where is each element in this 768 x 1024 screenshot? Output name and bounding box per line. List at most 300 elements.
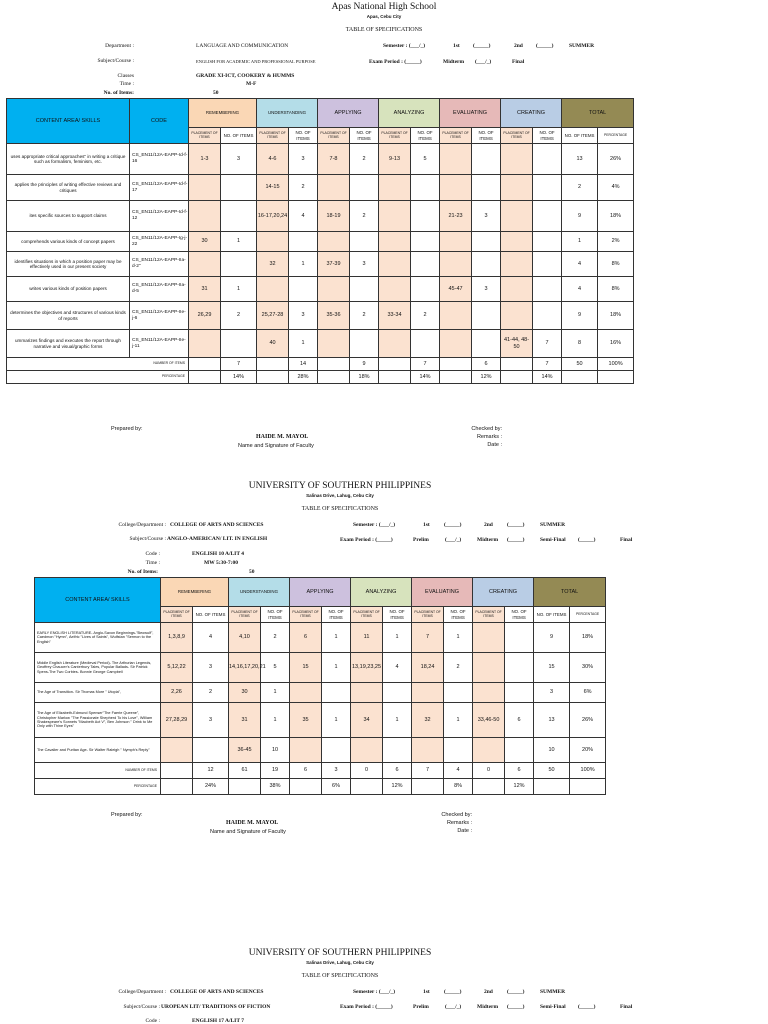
placement-cell bbox=[379, 330, 411, 358]
summary-cell bbox=[257, 358, 289, 371]
summary-cell: 61 bbox=[229, 763, 261, 779]
summary-cell bbox=[598, 371, 634, 384]
total-items-cell: 4 bbox=[562, 277, 598, 302]
item-count-cell: 1 bbox=[322, 623, 351, 653]
placement-cell bbox=[440, 175, 472, 201]
university-address: Salinas Drive, Lahug, Cebu City bbox=[306, 493, 374, 498]
content-area-cell: identifies situations in which a position paper may be effectively used in our present society bbox=[7, 252, 130, 277]
item-count-cell: 6 bbox=[505, 703, 534, 738]
subheader-placement: PLACEMENT OF ITEMS bbox=[161, 607, 193, 623]
item-count-cell: 2 bbox=[261, 623, 290, 653]
department-value: LANGUAGE AND COMMUNICATION bbox=[196, 43, 289, 49]
percentage-cell: 20% bbox=[570, 738, 606, 763]
summary-cell: 12% bbox=[472, 371, 501, 384]
items-value: 50 bbox=[249, 569, 255, 575]
summary-cell: 6 bbox=[290, 763, 322, 779]
exam-midterm: Midterm bbox=[443, 59, 465, 65]
placement-cell bbox=[189, 330, 221, 358]
item-count-cell bbox=[411, 330, 440, 358]
total-items-cell: 3 bbox=[534, 683, 570, 703]
summary-cell: 6% bbox=[322, 779, 351, 795]
subheader-placement: PLACEMENT OF ITEMS bbox=[379, 128, 411, 144]
subheader-placement: PLACEMENT OF ITEMS bbox=[440, 128, 472, 144]
summary-cell: 6 bbox=[383, 763, 412, 779]
item-count-cell: 2 bbox=[289, 175, 318, 201]
exam-midterm-blank: (___/_) bbox=[475, 59, 492, 65]
placement-cell bbox=[351, 738, 383, 763]
percentage-cell: 4% bbox=[598, 175, 634, 201]
item-count-cell: 4 bbox=[383, 653, 412, 683]
item-count-cell bbox=[411, 201, 440, 232]
code-cell: CS_EN11/12A-EAPP-IIe-j-6 bbox=[130, 302, 189, 330]
item-count-cell bbox=[505, 623, 534, 653]
placement-cell: 30 bbox=[189, 232, 221, 252]
percentage-cell: 16% bbox=[598, 330, 634, 358]
item-count-cell: 2 bbox=[444, 653, 473, 683]
subheader-no-items: NO. OF ITEMS bbox=[221, 128, 257, 144]
header-applying: APPLYING bbox=[318, 99, 379, 128]
summary-cell: 4 bbox=[444, 763, 473, 779]
summary-cell bbox=[534, 779, 570, 795]
item-count-cell bbox=[444, 683, 473, 703]
summary-cell bbox=[189, 371, 221, 384]
item-count-cell: 1 bbox=[289, 330, 318, 358]
prepared-by-label: Prepared by: bbox=[111, 812, 143, 818]
subheader-placement: PLACEMENT OF ITEMS bbox=[318, 128, 350, 144]
placement-cell: 4,10 bbox=[229, 623, 261, 653]
placement-cell bbox=[379, 175, 411, 201]
placement-cell: 9-13 bbox=[379, 144, 411, 175]
placement-cell bbox=[318, 175, 350, 201]
subheader-placement: PLACEMENT OF ITEMS bbox=[412, 607, 444, 623]
item-count-cell bbox=[411, 277, 440, 302]
semester-2nd: 2nd bbox=[514, 43, 523, 49]
subject-value: ENGLISH FOR ACADEMIC AND PROFESSIONAL PURPOSE bbox=[196, 59, 316, 64]
table-row bbox=[7, 330, 634, 358]
item-count-cell bbox=[472, 232, 501, 252]
subject-label: Subject/Course : bbox=[129, 536, 166, 542]
placement-cell bbox=[501, 232, 533, 252]
summary-cell bbox=[229, 779, 261, 795]
placement-cell: 32 bbox=[257, 252, 289, 277]
placement-cell: 34 bbox=[351, 703, 383, 738]
placement-cell bbox=[379, 201, 411, 232]
semester-summer: SUMMER bbox=[540, 989, 566, 995]
summary-cell: 100% bbox=[598, 358, 634, 371]
item-count-cell bbox=[444, 738, 473, 763]
table-row bbox=[35, 703, 606, 738]
header-creating: CREATING bbox=[501, 99, 562, 128]
placement-cell: 21-23 bbox=[440, 201, 472, 232]
total-items-cell: 10 bbox=[534, 738, 570, 763]
item-count-cell: 2 bbox=[221, 302, 257, 330]
summary-cell bbox=[501, 371, 533, 384]
placement-cell bbox=[501, 144, 533, 175]
total-items-cell: 4 bbox=[562, 252, 598, 277]
total-items-cell: 15 bbox=[534, 653, 570, 683]
placement-cell bbox=[440, 302, 472, 330]
placement-cell bbox=[318, 232, 350, 252]
summary-cell: 100% bbox=[570, 763, 606, 779]
placement-cell: 25,27-28 bbox=[257, 302, 289, 330]
header-content-area: CONTENT AREA/ SKILLS bbox=[7, 99, 130, 144]
placement-cell: 1,3,8,9 bbox=[161, 623, 193, 653]
classes-label: Classes bbox=[117, 73, 134, 79]
time-value: MW 5:30-7:00 bbox=[204, 560, 238, 566]
summary-cell bbox=[440, 371, 472, 384]
item-count-cell: 5 bbox=[261, 653, 290, 683]
placement-cell bbox=[501, 277, 533, 302]
placement-cell bbox=[318, 330, 350, 358]
content-area-cell: writes various kinds of position papers bbox=[7, 277, 130, 302]
prepared-by-label: Prepared by: bbox=[111, 426, 143, 432]
placement-cell: 36-45 bbox=[229, 738, 261, 763]
exam-midterm-blank: (_____) bbox=[507, 537, 525, 543]
code-cell: CS_EN11/12A-EAPP-Ig-j-22 bbox=[130, 232, 189, 252]
summary-cell: 50 bbox=[534, 763, 570, 779]
semester-label: Semester : (___/_) bbox=[383, 43, 426, 49]
semester-summer: SUMMER bbox=[569, 43, 595, 49]
item-count-cell: 1 bbox=[289, 252, 318, 277]
placement-cell bbox=[412, 738, 444, 763]
placement-cell: 6 bbox=[290, 623, 322, 653]
semester-label: Semester : (___/_) bbox=[353, 989, 396, 995]
exam-label: Exam Period : (_____) bbox=[340, 537, 393, 543]
summary-cell: 14% bbox=[533, 371, 562, 384]
item-count-cell bbox=[221, 201, 257, 232]
item-count-cell bbox=[472, 175, 501, 201]
item-count-cell bbox=[533, 144, 562, 175]
placement-cell bbox=[257, 277, 289, 302]
summary-cell bbox=[161, 779, 193, 795]
subheader-no-items: NO. OF ITEMS bbox=[193, 607, 229, 623]
percentage-cell: 18% bbox=[598, 302, 634, 330]
table-header-row bbox=[7, 99, 634, 128]
placement-cell bbox=[473, 738, 505, 763]
content-area-cell: determines the objectives and structures of various kinds of reports bbox=[7, 302, 130, 330]
header-evaluating: EVALUATING bbox=[412, 578, 473, 607]
header-total: TOTAL bbox=[562, 99, 634, 128]
placement-cell: 11 bbox=[351, 623, 383, 653]
table-row bbox=[7, 277, 634, 302]
placement-cell: 35-36 bbox=[318, 302, 350, 330]
subject-value: ANGLO-AMERICAN/ LIT. IN ENGLISH bbox=[167, 536, 268, 542]
header-content-area: CONTENT AREA/ SKILLS bbox=[35, 578, 161, 623]
exam-prelim-blank: (___/_) bbox=[445, 537, 462, 543]
total-items-cell: 9 bbox=[534, 623, 570, 653]
percentage-cell: 26% bbox=[598, 144, 634, 175]
summary-cell: 14% bbox=[411, 371, 440, 384]
placement-cell bbox=[257, 232, 289, 252]
placement-cell bbox=[161, 738, 193, 763]
item-count-cell: 4 bbox=[193, 623, 229, 653]
item-count-cell bbox=[289, 232, 318, 252]
placement-cell: 18,24 bbox=[412, 653, 444, 683]
code-label: Code : bbox=[145, 551, 160, 557]
semester-1st-blank: (_____) bbox=[444, 989, 462, 995]
subheader-no-items: NO. OF ITEMS bbox=[472, 128, 501, 144]
semester-label: Semester : (___/_) bbox=[353, 522, 396, 528]
placement-cell: 26,29 bbox=[189, 302, 221, 330]
item-count-cell: 3 bbox=[193, 703, 229, 738]
item-count-cell: 3 bbox=[472, 201, 501, 232]
summary-cell: 12% bbox=[505, 779, 534, 795]
item-count-cell: 1 bbox=[444, 623, 473, 653]
content-area-cell: uses appropriate critical approaches" in writing a critique such as formalism, feminism, etc. bbox=[7, 144, 130, 175]
percentage-row bbox=[7, 371, 634, 384]
item-count-cell bbox=[411, 252, 440, 277]
summary-cell bbox=[189, 358, 221, 371]
time-label: Time : bbox=[119, 81, 134, 87]
faculty-name: HAIDE M. MAYOL bbox=[226, 820, 279, 826]
item-count-cell: 2 bbox=[350, 201, 379, 232]
item-count-cell bbox=[472, 144, 501, 175]
item-count-cell: 4 bbox=[289, 201, 318, 232]
document-title: TABLE OF SPECIFICATIONS bbox=[345, 27, 423, 33]
remarks-label: Remarks : bbox=[446, 820, 472, 826]
item-count-cell bbox=[505, 653, 534, 683]
item-count-cell: 2 bbox=[193, 683, 229, 703]
placement-cell bbox=[440, 232, 472, 252]
summary-cell: 6 bbox=[472, 358, 501, 371]
item-count-cell bbox=[350, 277, 379, 302]
placement-cell: 30 bbox=[229, 683, 261, 703]
subheader-percentage: PERCENTAGE bbox=[570, 607, 606, 623]
exam-final: Final bbox=[512, 59, 525, 65]
total-items-cell: 9 bbox=[562, 201, 598, 232]
items-label: No. of Items: bbox=[127, 569, 158, 575]
placement-cell: 31 bbox=[229, 703, 261, 738]
item-count-cell: 2 bbox=[411, 302, 440, 330]
exam-midterm: Midterm bbox=[477, 537, 499, 543]
subheader-no-items: NO. OF ITEMS bbox=[411, 128, 440, 144]
summary-cell: 28% bbox=[289, 371, 318, 384]
summary-label: PERCENTAGE bbox=[7, 371, 189, 384]
number-of-items-row bbox=[7, 358, 634, 371]
table-row bbox=[35, 623, 606, 653]
item-count-cell bbox=[322, 738, 351, 763]
exam-midterm: Midterm bbox=[477, 1004, 499, 1010]
department-value: COLLEGE OF ARTS AND SCIENCES bbox=[170, 989, 264, 995]
code-cell: CS_EN11/12A-EAPP-IIa-d-5 bbox=[130, 277, 189, 302]
number-of-items-row bbox=[35, 763, 606, 779]
exam-semifinal-blank: (_____) bbox=[578, 537, 596, 543]
summary-cell bbox=[318, 371, 350, 384]
header-total: TOTAL bbox=[534, 578, 606, 607]
percentage-cell: 8% bbox=[598, 252, 634, 277]
faculty-signature-label: Name and Signature of Faculty bbox=[238, 443, 314, 449]
item-count-cell bbox=[350, 175, 379, 201]
item-count-cell: 1 bbox=[444, 703, 473, 738]
placement-cell bbox=[440, 144, 472, 175]
item-count-cell bbox=[383, 738, 412, 763]
document-title: TABLE OF SPECIFICATIONS bbox=[301, 506, 379, 512]
item-count-cell: 3 bbox=[289, 144, 318, 175]
table-row bbox=[7, 201, 634, 232]
summary-cell: 6 bbox=[505, 763, 534, 779]
item-count-cell: 2 bbox=[350, 302, 379, 330]
content-area-cell: Middle English Literature (Medieval Period)- The Arthurian Legends, Geoffrey Chaucer's Canterbury Tales, Popular Ballads- Sir Patrick Spens-The Two Corbies- Bonnie George Campbell bbox=[35, 653, 161, 683]
semester-1st-blank: (_____) bbox=[473, 43, 491, 49]
item-count-cell: 3 bbox=[193, 653, 229, 683]
item-count-cell: 2 bbox=[350, 144, 379, 175]
semester-summer: SUMMER bbox=[540, 522, 566, 528]
placement-cell bbox=[440, 252, 472, 277]
summary-cell bbox=[351, 779, 383, 795]
item-count-cell bbox=[472, 330, 501, 358]
item-count-cell: 1 bbox=[261, 683, 290, 703]
percentage-cell: 18% bbox=[570, 623, 606, 653]
item-count-cell: 10 bbox=[261, 738, 290, 763]
semester-1st-blank: (_____) bbox=[444, 522, 462, 528]
date-label: Date : bbox=[457, 828, 472, 834]
placement-cell bbox=[290, 683, 322, 703]
total-items-cell: 13 bbox=[534, 703, 570, 738]
placement-cell bbox=[473, 653, 505, 683]
table-row bbox=[35, 683, 606, 703]
subheader-placement: PLACEMENT OF ITEMS bbox=[189, 128, 221, 144]
subheader-no-items: NO. OF ITEMS bbox=[322, 607, 351, 623]
summary-cell bbox=[570, 779, 606, 795]
header-code: CODE bbox=[130, 99, 189, 144]
subheader-placement: PLACEMENT OF ITEMS bbox=[473, 607, 505, 623]
time-label: Time : bbox=[145, 560, 160, 566]
placement-cell bbox=[501, 201, 533, 232]
placement-cell bbox=[412, 683, 444, 703]
code-cell: CS_EN11/12A-EAPP-IIe-j-11 bbox=[130, 330, 189, 358]
placement-cell: 32 bbox=[412, 703, 444, 738]
summary-cell: 50 bbox=[562, 358, 598, 371]
summary-cell: 7 bbox=[411, 358, 440, 371]
subheader-placement: PLACEMENT OF ITEMS bbox=[290, 607, 322, 623]
item-count-cell bbox=[193, 738, 229, 763]
items-label: No. of Items: bbox=[103, 90, 134, 96]
summary-label: PERCENTAGE bbox=[35, 779, 161, 795]
exam-semifinal-blank: (_____) bbox=[578, 1004, 596, 1010]
summary-label: NUMBER OF ITEMS bbox=[7, 358, 189, 371]
item-count-cell: 1 bbox=[383, 703, 412, 738]
percentage-cell: 2% bbox=[598, 232, 634, 252]
summary-cell: 14 bbox=[289, 358, 318, 371]
code-cell: CS_EN11/12A-EAPP-Id-f-17 bbox=[130, 175, 189, 201]
date-label: Date : bbox=[487, 442, 502, 448]
placement-cell bbox=[473, 683, 505, 703]
placement-cell: 2,26 bbox=[161, 683, 193, 703]
placement-cell: 45-47 bbox=[440, 277, 472, 302]
header-analyzing: ANALYZING bbox=[379, 99, 440, 128]
summary-cell: 12 bbox=[193, 763, 229, 779]
summary-cell: 18% bbox=[350, 371, 379, 384]
placement-cell bbox=[318, 277, 350, 302]
summary-cell: 0 bbox=[473, 763, 505, 779]
placement-cell bbox=[189, 175, 221, 201]
summary-cell: 38% bbox=[261, 779, 290, 795]
exam-final: Final bbox=[620, 537, 633, 543]
subheader-no-items: NO. OF ITEMS bbox=[350, 128, 379, 144]
item-count-cell bbox=[322, 683, 351, 703]
item-count-cell: 1 bbox=[261, 703, 290, 738]
time-value: M-F bbox=[246, 81, 257, 87]
table-row bbox=[35, 653, 606, 683]
item-count-cell bbox=[533, 252, 562, 277]
table-row bbox=[7, 302, 634, 330]
content-area-cell: ites specific sources to support claims bbox=[7, 201, 130, 232]
summary-cell: 12% bbox=[383, 779, 412, 795]
exam-label: Exam Period : (_____) bbox=[340, 1004, 393, 1010]
item-count-cell bbox=[505, 738, 534, 763]
summary-cell: 19 bbox=[261, 763, 290, 779]
placement-cell bbox=[501, 252, 533, 277]
subheader-no-items: NO. OF ITEMS bbox=[505, 607, 534, 623]
code-cell: CS_EN11/12A-EAPP-IIa-d-2" bbox=[130, 252, 189, 277]
placement-cell bbox=[379, 232, 411, 252]
subheader-placement: PLACEMENT OF ITEMS bbox=[501, 128, 533, 144]
item-count-cell bbox=[533, 201, 562, 232]
summary-cell bbox=[440, 358, 472, 371]
table-row bbox=[7, 232, 634, 252]
item-count-cell: 7 bbox=[533, 330, 562, 358]
summary-cell bbox=[501, 358, 533, 371]
total-items-cell: 1 bbox=[562, 232, 598, 252]
placement-cell: 14-15 bbox=[257, 175, 289, 201]
specifications-table bbox=[6, 98, 634, 384]
subheader-percentage: PERCENTAGE bbox=[598, 128, 634, 144]
remarks-label: Remarks : bbox=[476, 434, 502, 440]
exam-midterm-blank: (_____) bbox=[507, 1004, 525, 1010]
summary-cell: 14% bbox=[221, 371, 257, 384]
subject-label: Subject/Course : bbox=[123, 1004, 160, 1010]
item-count-cell: 1 bbox=[322, 703, 351, 738]
placement-cell bbox=[351, 683, 383, 703]
placement-cell: 41-44, 48-50 bbox=[501, 330, 533, 358]
table-row bbox=[7, 144, 634, 175]
placement-cell bbox=[290, 738, 322, 763]
summary-cell bbox=[257, 371, 289, 384]
summary-cell bbox=[379, 358, 411, 371]
semester-2nd-blank: (_____) bbox=[507, 522, 525, 528]
subheader-no-items: NO. OF ITEMS bbox=[289, 128, 318, 144]
percentage-row bbox=[35, 779, 606, 795]
item-count-cell bbox=[533, 302, 562, 330]
item-count-cell: 1 bbox=[322, 653, 351, 683]
checked-by-label: Checked by: bbox=[471, 426, 502, 432]
summary-cell bbox=[290, 779, 322, 795]
placement-cell: 1-3 bbox=[189, 144, 221, 175]
summary-cell bbox=[562, 371, 598, 384]
faculty-signature-label: Name and Signature of Faculty bbox=[210, 829, 286, 835]
placement-cell: 37-39 bbox=[318, 252, 350, 277]
content-area-cell: EARLY ENGLISH LITERATURE- Anglo-Saxon Beginnings-"Beowulf", Caedmon "Hymn", Aelfric "Lives of Saints", Wulfstan "Sermon to the English" bbox=[35, 623, 161, 653]
placement-cell: 31 bbox=[189, 277, 221, 302]
content-area-cell: applies the principles of writing effective reviews and critiques bbox=[7, 175, 130, 201]
placement-cell bbox=[501, 175, 533, 201]
placement-cell bbox=[473, 623, 505, 653]
exam-prelim: Prelim bbox=[413, 1004, 429, 1010]
placement-cell: 14,16,17,20,21 bbox=[229, 653, 261, 683]
exam-semifinal: Semi-Final bbox=[540, 1004, 566, 1010]
table-row bbox=[7, 252, 634, 277]
placement-cell: 33-34 bbox=[379, 302, 411, 330]
department-label: Department : bbox=[105, 43, 134, 49]
subheader-placement: PLACEMENT OF ITEMS bbox=[351, 607, 383, 623]
item-count-cell: 3 bbox=[289, 302, 318, 330]
checked-by-label: Checked by: bbox=[441, 812, 472, 818]
department-label: College/Department : bbox=[118, 989, 166, 995]
content-area-cell: The Cavalier and Puritan Age- Sir Walter Raleigh " Nymph's Reply" bbox=[35, 738, 161, 763]
total-items-cell: 9 bbox=[562, 302, 598, 330]
table-row bbox=[35, 738, 606, 763]
content-area-cell: comprehends various kinds of concept papers bbox=[7, 232, 130, 252]
